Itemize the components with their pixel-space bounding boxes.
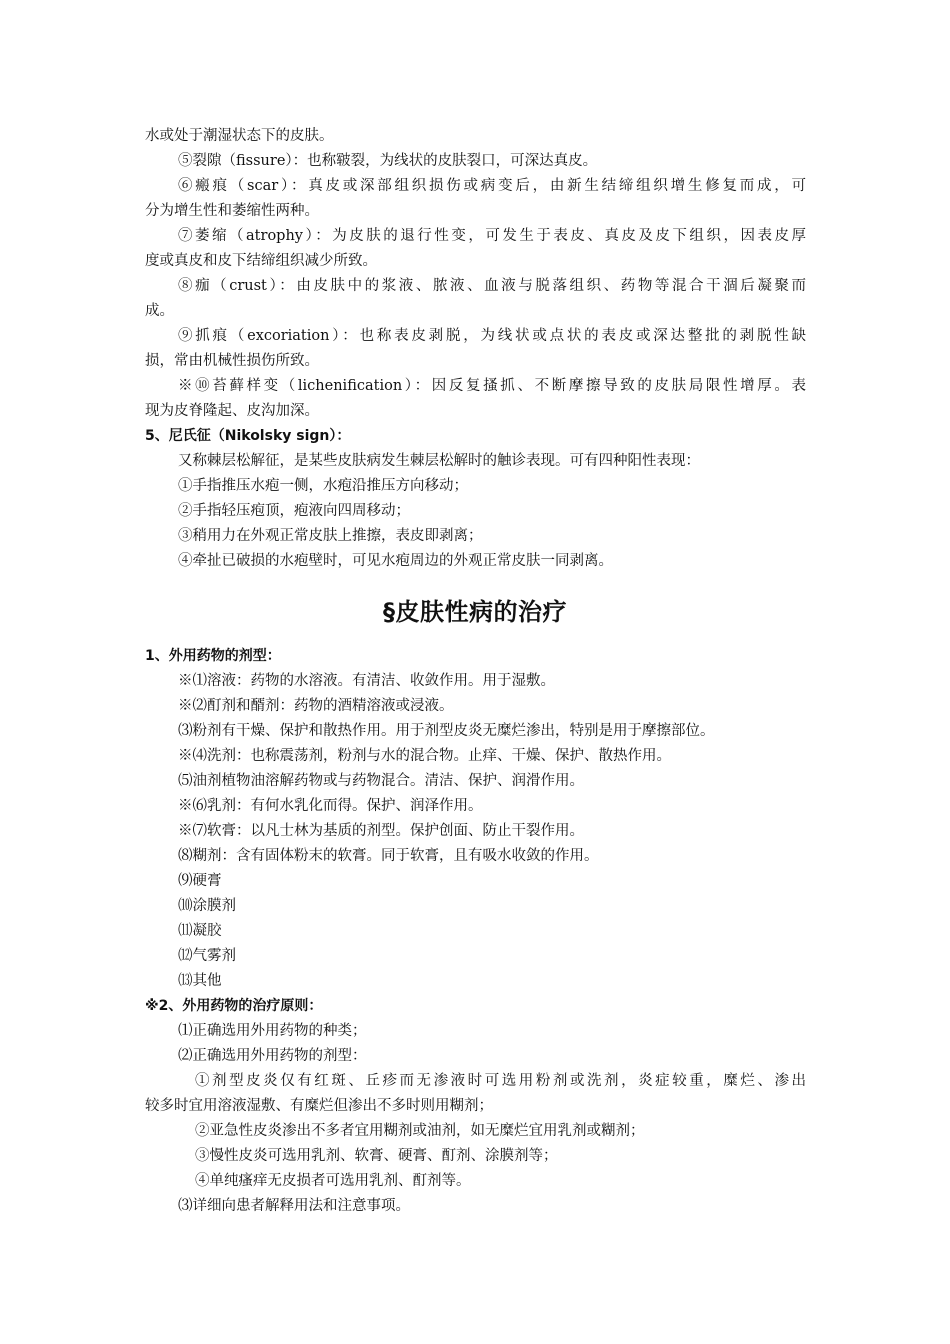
- dosage-form-item: ⑼硬膏: [178, 873, 222, 889]
- nikolsky-heading: 5、尼氏征（Nikolsky sign）：: [145, 428, 351, 444]
- lesion-item-lichenification: ※⑩苔藓样变（lichenification）：因反复搔抓、不断摩擦导致的皮肤局限性增厚。表: [178, 378, 806, 394]
- body-text-line: 度或真皮和皮下结缔组织减少所致。: [145, 253, 377, 269]
- principle-subitem: ①剂型皮炎仅有红斑、丘疹而无渗液时可选用粉剂或洗剂，炎症较重，糜烂、渗出: [195, 1073, 806, 1089]
- principle-item: ⑶详细向患者解释用法和注意事项。: [178, 1198, 410, 1214]
- lesion-item-excoriation: ⑨抓痕（excoriation）：也称表皮剥脱，为线状或点状的表皮或深达整批的剥脱性缺: [178, 328, 806, 344]
- principle-item: ⑵正确选用外用药物的剂型：: [178, 1048, 367, 1064]
- lesion-item-crust: ⑧痂（crust）：由皮肤中的浆液、脓液、血液与脱落组织、药物等混合干涸后凝聚而: [178, 278, 806, 294]
- principle-subitem: ④单纯瘙痒无皮损者可选用乳剂、酊剂等。: [195, 1173, 471, 1189]
- principle-subitem: ②亚急性皮炎渗出不多者宜用糊剂或油剂，如无糜烂宜用乳剂或糊剂；: [195, 1123, 645, 1139]
- nikolsky-sign-item: ①手指推压水疱一侧，水疱沿推压方向移动；: [178, 478, 468, 494]
- dosage-form-item: ⒀其他: [178, 973, 222, 989]
- dosage-form-item: ※⑺软膏：以凡士林为基质的剂型。保护创面、防止干裂作用。: [178, 823, 584, 839]
- lesion-item-atrophy: ⑦萎缩（atrophy）：为皮肤的退行性变，可发生于表皮、真皮及皮下组织，因表皮厚: [178, 228, 806, 244]
- principle-subitem: ③慢性皮炎可选用乳剂、软膏、硬膏、酊剂、涂膜剂等；: [195, 1148, 558, 1164]
- nikolsky-sign-item: ④牵扯已破损的水疱壁时，可见水疱周边的外观正常皮肤一同剥离。: [178, 553, 613, 569]
- body-text-line: 分为增生性和萎缩性两种。: [145, 203, 319, 219]
- nikolsky-sign-item: ②手指轻压疱顶，疱液向四周移动；: [178, 503, 410, 519]
- dosage-form-item: ⑶粉剂有干燥、保护和散热作用。用于剂型皮炎无糜烂渗出，特别是用于摩擦部位。: [178, 723, 715, 739]
- section-title: §皮肤性病的治疗: [383, 598, 567, 626]
- lesion-item-scar: ⑥瘢痕（scar）：真皮或深部组织损伤或病变后，由新生结缔组织增生修复而成，可: [178, 178, 806, 194]
- body-text-line: 成。: [145, 303, 174, 319]
- dosage-form-item: ※⑵酊剂和醑剂：药物的酒精溶液或浸液。: [178, 698, 454, 714]
- nikolsky-sign-item: ③稍用力在外观正常皮肤上推擦，表皮即剥离；: [178, 528, 483, 544]
- lesion-item-fissure: ⑤裂隙（fissure）：也称皲裂，为线状的皮肤裂口，可深达真皮。: [178, 153, 598, 169]
- dosage-form-item: ⑾凝胶: [178, 923, 222, 939]
- nikolsky-text: 又称棘层松解征，是某些皮肤病发生棘层松解时的触诊表现。可有四种阳性表现：: [178, 453, 700, 469]
- dosage-form-item: ⑿气雾剂: [178, 948, 236, 964]
- dosage-form-item: ⑸油剂植物油溶解药物或与药物混合。清洁、保护、润滑作用。: [178, 773, 584, 789]
- dosage-form-item: ※⑷洗剂：也称震荡剂，粉剂与水的混合物。止痒、干燥、保护、散热作用。: [178, 748, 671, 764]
- body-text-line: 损，常由机械性损伤所致。: [145, 353, 319, 369]
- document-body: [0, 124, 950, 1219]
- dosage-form-item: ※⑴溶液：药物的水溶液。有清洁、收敛作用。用于湿敷。: [178, 673, 555, 689]
- body-text-line: 水或处于潮湿状态下的皮肤。: [145, 128, 334, 144]
- dosage-form-item: ※⑹乳剂：有何水乳化而得。保护、润泽作用。: [178, 798, 483, 814]
- principle-item: ⑴正确选用外用药物的种类；: [178, 1023, 367, 1039]
- dosage-form-item: ⑻糊剂：含有固体粉末的软膏。同于软膏，且有吸水收敛的作用。: [178, 848, 599, 864]
- principle-subitem-continued: 较多时宜用溶液湿敷、有糜烂但渗出不多时则用糊剂；: [145, 1098, 493, 1114]
- principles-heading: ※2、外用药物的治疗原则：: [145, 998, 323, 1014]
- dosage-form-item: ⑽涂膜剂: [178, 898, 236, 914]
- dosage-forms-heading: 1、外用药物的剂型：: [145, 648, 281, 664]
- body-text-line: 现为皮脊隆起、皮沟加深。: [145, 403, 319, 419]
